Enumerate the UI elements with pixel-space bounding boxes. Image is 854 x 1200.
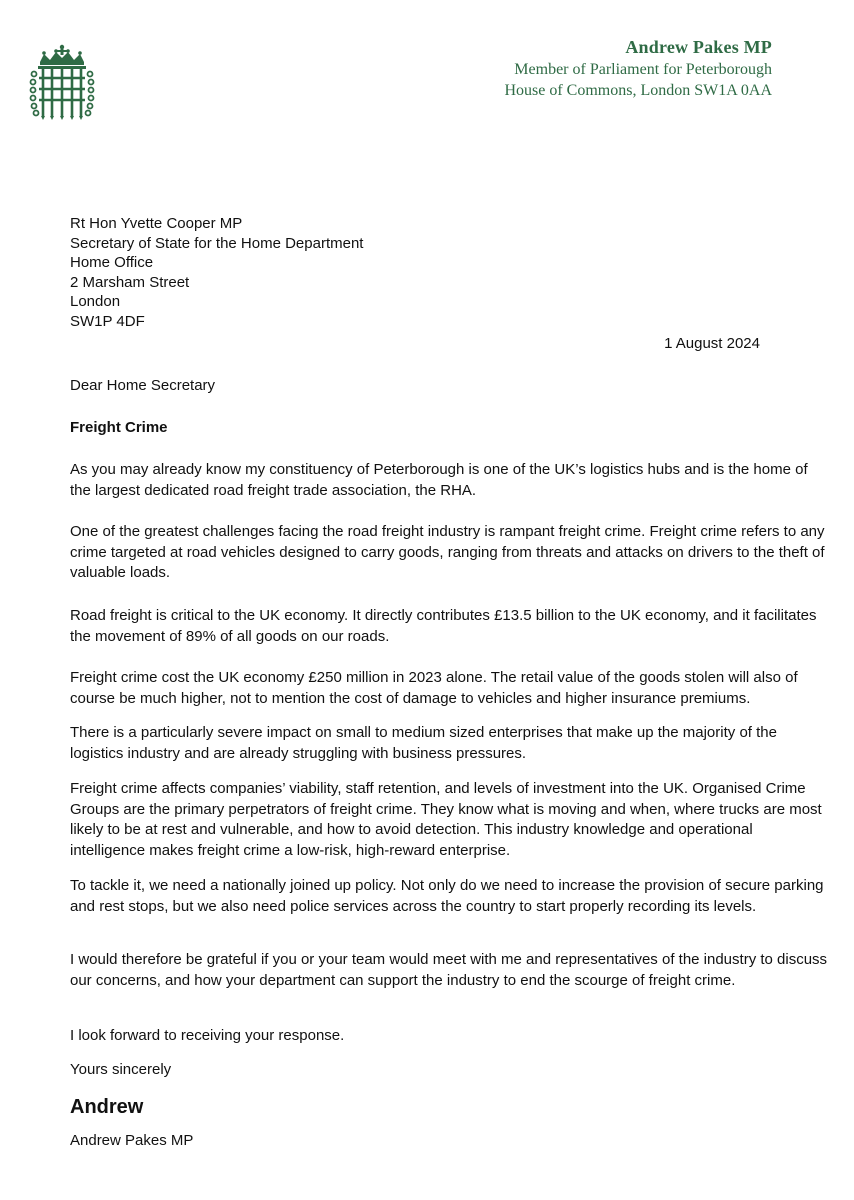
recipient-line: Home Office — [70, 254, 154, 272]
body-paragraph: I look forward to receiving your response. — [70, 1027, 345, 1044]
salutation: Dear Home Secretary — [70, 377, 216, 394]
portcullis-icon — [28, 42, 96, 120]
body-paragraph: To tackle it, we need a nationally joined up policy. Not only do we need to increase the provision of secure parking and rest stops, but we also need police services across the country to start properly recording its levels. — [70, 877, 824, 915]
body-paragraph: As you may already know my constituency of Peterborough is one of the UK’s logistics hubs and is the home of the largest dedicated road freight trade association, the RHA. — [70, 461, 808, 499]
body-paragraph: Road freight is critical to the UK economy. It directly contributes £13.5 billion to the UK economy, and it facilitates the movement of 89% of all goods on our roads. — [70, 607, 817, 645]
body-paragraph: Freight crime cost the UK economy £250 million in 2023 alone. The retail value of the goods stolen will also of course be much higher, not to mention the cost of damage to vehicles and higher insurance premiums. — [70, 669, 798, 707]
body-paragraph: One of the greatest challenges facing the road freight industry is rampant freight crime. Freight crime refers to any crime targeted at road vehicles designed to carry goods, ranging from threats and attacks on drivers to the theft of valuable loads. — [70, 523, 825, 581]
subject-heading: Freight Crime — [70, 419, 168, 436]
closing: Yours sincerely — [70, 1061, 172, 1078]
signed-name: Andrew Pakes MP — [70, 1132, 194, 1149]
letterhead-name: Andrew Pakes MP — [625, 37, 772, 57]
recipient-address — [70, 214, 363, 332]
recipient-line: Secretary of State for the Home Department — [70, 234, 364, 252]
letter-date: 1 August 2024 — [664, 335, 760, 352]
body-paragraph: Freight crime affects companies’ viability, staff retention, and levels of investment into the UK. Organised Crime Groups are the primary perpetrators of freight crime. They know what is moving and when, where trucks are most likely to be at rest and vulnerable, and how to avoid detection. This industry knowledge and operational intelligence makes freight crime a low-risk, high-reward enterprise. — [70, 780, 822, 859]
letterhead-address: House of Commons, London SW1A 0AA — [504, 82, 772, 99]
recipient-line: London — [70, 293, 121, 311]
letterhead-title: Member of Parliament for Peterborough — [514, 61, 772, 78]
recipient-line: SW1P 4DF — [70, 312, 145, 330]
recipient-line: Rt Hon Yvette Cooper MP — [70, 215, 243, 232]
signature: Andrew — [70, 1096, 144, 1118]
body-paragraph: I would therefore be grateful if you or your team would meet with me and representatives of the industry to discuss our concerns, and how your department can support the industry to end the scourge of freight crime. — [70, 951, 828, 989]
body-paragraph: There is a particularly severe impact on small to medium sized enterprises that make up the majority of the logistics industry and are already struggling with business pressures. — [70, 724, 777, 762]
letterhead — [504, 36, 772, 101]
recipient-line: 2 Marsham Street — [70, 273, 190, 291]
